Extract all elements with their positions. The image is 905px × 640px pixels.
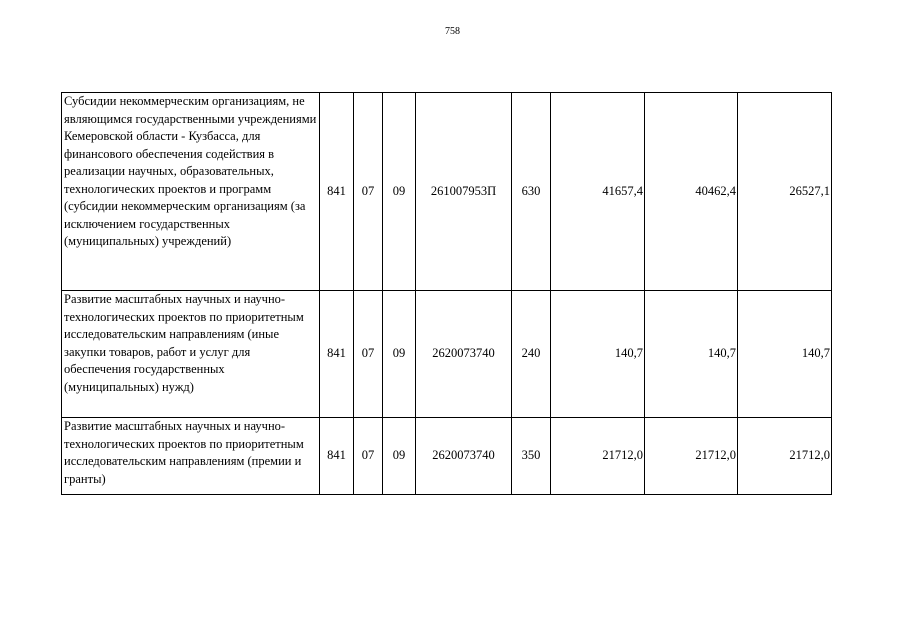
subsection-code: 09 xyxy=(383,93,416,291)
section-code: 07 xyxy=(354,93,383,291)
amount-year-1: 140,7 xyxy=(551,291,645,418)
ministry-code: 841 xyxy=(320,291,354,418)
row-description: Субсидии некоммерческим организациям, не являющимся государственными учреждениями Кемеровской области - Кузбасса, для финансового обеспечения содействия в реализации научных, образовательных, технологических проектов и программ (субсидии некоммерческим организациям (за исключением государственных (муниципальных) учреждений) xyxy=(62,93,320,291)
table-row xyxy=(62,93,832,291)
section-code: 07 xyxy=(354,291,383,418)
target-article-code: 261007953П xyxy=(416,93,512,291)
subsection-code: 09 xyxy=(383,418,416,495)
amount-year-2: 140,7 xyxy=(645,291,738,418)
target-article-code: 2620073740 xyxy=(416,418,512,495)
page-number: 758 xyxy=(445,26,460,37)
budget-table xyxy=(61,92,832,495)
expense-type-code: 630 xyxy=(512,93,551,291)
amount-year-3: 21712,0 xyxy=(738,418,832,495)
amount-year-1: 21712,0 xyxy=(551,418,645,495)
expense-type-code: 350 xyxy=(512,418,551,495)
table-row xyxy=(62,291,832,418)
row-description: Развитие масштабных научных и научно-технологических проектов по приоритетным исследовательским направлениям (иные закупки товаров, работ и услуг для обеспечения государственных (муниципальных) нужд) xyxy=(62,291,320,418)
section-code: 07 xyxy=(354,418,383,495)
ministry-code: 841 xyxy=(320,93,354,291)
row-description: Развитие масштабных научных и научно-технологических проектов по приоритетным исследовательским направлениям (премии и гранты) xyxy=(62,418,320,495)
ministry-code: 841 xyxy=(320,418,354,495)
amount-year-1: 41657,4 xyxy=(551,93,645,291)
amount-year-2: 21712,0 xyxy=(645,418,738,495)
expense-type-code: 240 xyxy=(512,291,551,418)
subsection-code: 09 xyxy=(383,291,416,418)
amount-year-3: 140,7 xyxy=(738,291,832,418)
target-article-code: 2620073740 xyxy=(416,291,512,418)
amount-year-3: 26527,1 xyxy=(738,93,832,291)
table-row xyxy=(62,418,832,495)
amount-year-2: 40462,4 xyxy=(645,93,738,291)
